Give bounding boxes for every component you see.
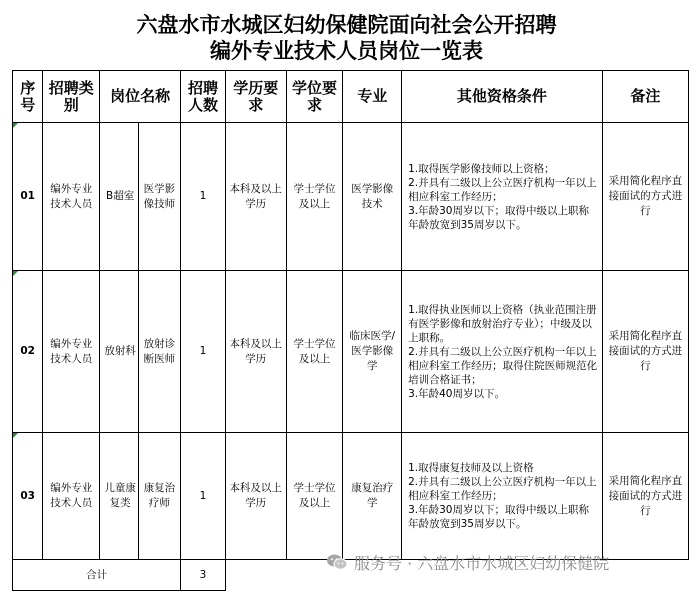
- watermark: [326, 551, 609, 573]
- wechat-icon: [326, 553, 348, 571]
- row-remarks: 采用简化程序直接面试的方式进行: [602, 433, 688, 560]
- row-requirements: [402, 271, 603, 433]
- row-count: 1: [181, 433, 226, 560]
- requirement-line: 2.并具有二级以上公立医疗机构一年以上相应科室工作经历；取得住院医师规范化培训合格证书；: [408, 345, 598, 386]
- row-count: 1: [181, 271, 226, 433]
- header-degree: 学位要求: [286, 71, 343, 123]
- requirement-line: 2.并具有二级以上公立医疗机构一年以上相应科室工作经历；: [408, 176, 597, 203]
- row-post: [138, 433, 181, 560]
- watermark-text: 服务号 · 六盘水市水城区妇幼保健院: [354, 553, 610, 573]
- header-education: 学历要求: [225, 71, 286, 123]
- document-title-line2: 编外专业技术人员岗位一览表: [210, 38, 483, 63]
- row-seq: 01: [13, 123, 43, 271]
- row-major: 康复治疗学: [343, 433, 402, 560]
- row-category: 编外专业技术人员: [43, 271, 100, 433]
- post-text: 医学影像技师: [143, 182, 176, 210]
- header-count: 招聘人数: [181, 71, 226, 123]
- row-remarks: 采用简化程序直接面试的方式进行: [602, 271, 688, 433]
- row-degree: 学士学位及以上: [286, 271, 343, 433]
- row-post: [138, 123, 181, 271]
- header-position: 岗位名称: [100, 71, 181, 123]
- header-category: 招聘类别: [43, 71, 100, 123]
- row-department: [100, 433, 139, 560]
- cell-marker: [13, 433, 18, 438]
- row-category: 编外专业技术人员: [43, 433, 100, 560]
- row-seq: 03: [13, 433, 43, 560]
- post-text: 放射诊断医师: [143, 337, 176, 365]
- header-major: 专业: [343, 71, 402, 123]
- row-remarks: 采用简化程序直接面试的方式进行: [602, 123, 688, 271]
- row-requirements: [402, 123, 603, 271]
- header-seq: 序号: [13, 71, 43, 123]
- positions-table: [12, 70, 689, 591]
- cell-marker: [13, 123, 18, 128]
- department-text: B超室: [106, 190, 135, 202]
- department-text: 儿童康复类: [104, 482, 136, 509]
- row-degree: 学士学位及以上: [286, 123, 343, 271]
- row-major: 临床医学/医学影像学: [343, 271, 402, 433]
- row-category: 编外专业技术人员: [43, 123, 100, 271]
- row-post: [138, 271, 181, 433]
- row-department: [100, 271, 139, 433]
- requirement-line: 1.取得执业医师以上资格（执业范围注册有医学影像和放射治疗专业）；中级及以上职称。: [408, 303, 597, 344]
- requirement-line: 3.年龄40周岁以下。: [408, 387, 505, 400]
- row-seq: 02: [13, 271, 43, 433]
- row-education: 本科及以上学历: [225, 433, 286, 560]
- total-label: 合计: [13, 560, 181, 591]
- header-remarks: 备注: [602, 71, 688, 123]
- row-count: 1: [181, 123, 226, 271]
- row-education: 本科及以上学历: [225, 123, 286, 271]
- post-text: 康复治疗师: [143, 482, 176, 509]
- row-degree: 学士学位及以上: [286, 433, 343, 560]
- total-count: 3: [181, 560, 226, 591]
- requirement-line: 2.并具有二级以上公立医疗机构一年以上相应科室工作经历；: [408, 476, 597, 502]
- requirement-line: 1.取得医学影像技师以上资格；: [408, 162, 555, 175]
- row-requirements: [402, 433, 603, 560]
- cell-marker: [13, 271, 18, 276]
- department-text: 放射科: [104, 345, 136, 357]
- requirement-line: 1.取得康复技师及以上资格: [408, 462, 534, 474]
- table-row: [13, 271, 689, 433]
- row-education: 本科及以上学历: [225, 271, 286, 433]
- requirement-line: 3.年龄30周岁以下；取得中级以上职称年龄放宽到35周岁以下。: [408, 504, 589, 530]
- row-department: [100, 123, 139, 271]
- document-title-line1: 六盘水市水城区妇幼保健院面向社会公开招聘: [136, 12, 557, 37]
- row-major: 医学影像技术: [343, 123, 402, 271]
- requirement-line: 3.年龄30周岁以下；取得中级以上职称年龄放宽到35周岁以下。: [408, 204, 589, 231]
- header-requirements: 其他资格条件: [402, 71, 603, 123]
- table-header-row: [13, 71, 689, 123]
- table-row: [13, 123, 689, 271]
- table-row: [13, 433, 689, 560]
